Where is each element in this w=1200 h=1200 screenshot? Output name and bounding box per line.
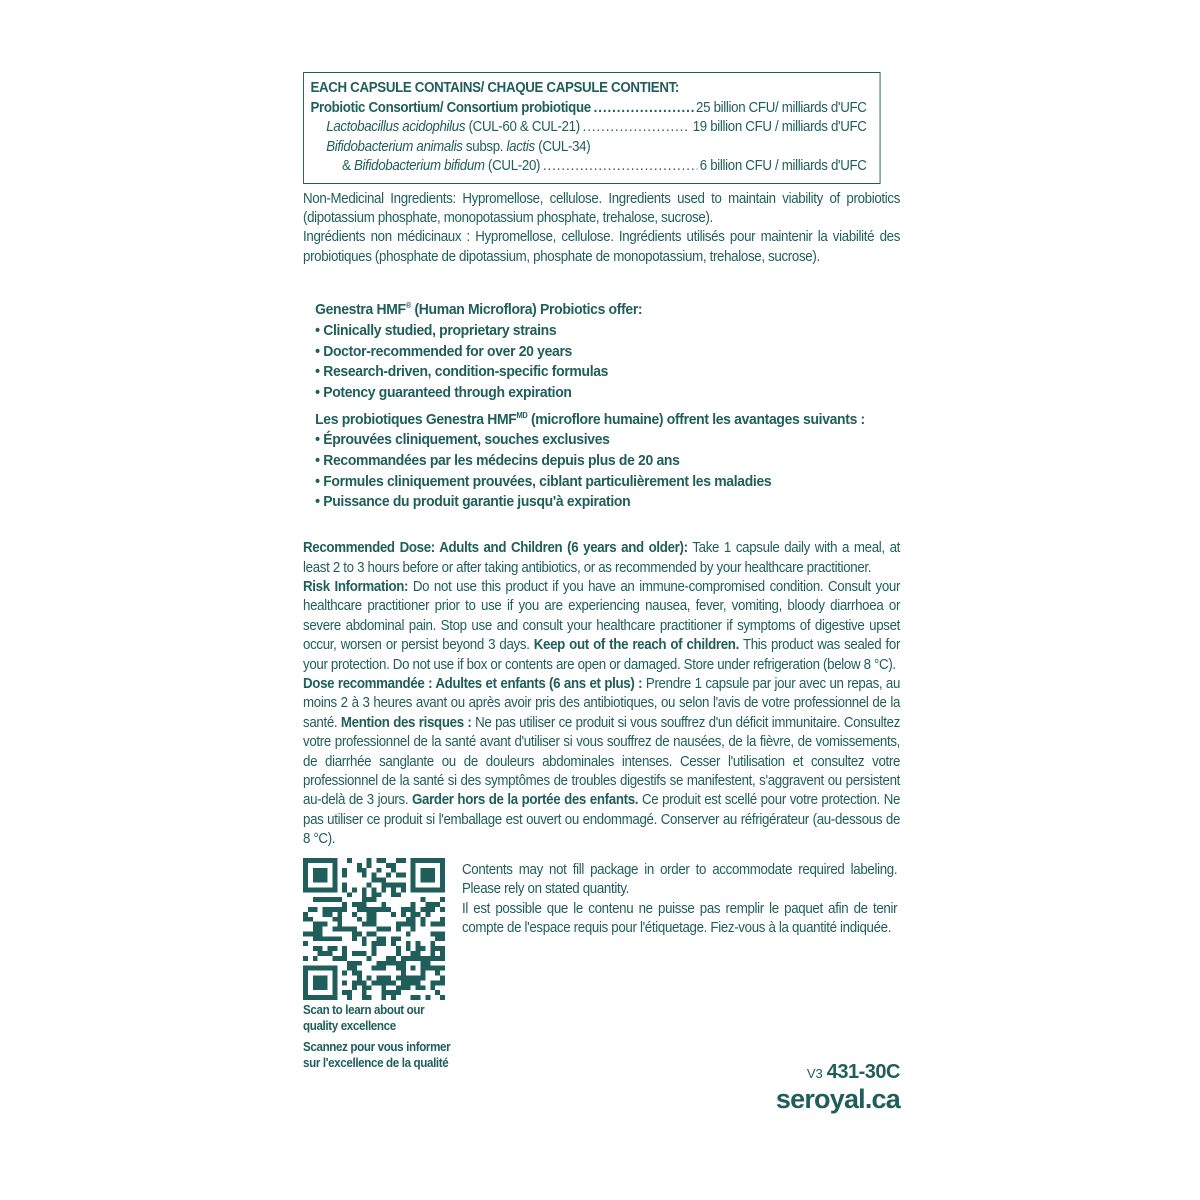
- ingredient-amount: 19 billion CFU / milliards d'UFC: [692, 119, 867, 135]
- ingredient-row: [310, 99, 866, 119]
- risk-en: Risk Information: Do not use this product if you have an immune-compromised condition. Consult your healthcare practitioner prior to use if you are experiencing nausea, fever, vomiting, bloody diarrhoea or severe abdominal pain. Stop use and consult your healthcare practitioner if symptoms of digestive upset occur, worsen or persist beyond 3 days. Keep out of the reach of children. This product was sealed for your protection. Do not use if box or contents are open or damaged. Store under refrigeration (below 8 °C).: [303, 578, 901, 673]
- list-item: • Potency guaranteed through expiration: [315, 383, 900, 404]
- probiotics-offer-section: [303, 300, 900, 513]
- list-item: • Research-driven, condition-specific formulas: [315, 362, 900, 383]
- non-medicinal-ingredients: [303, 190, 900, 268]
- qr-code-icon[interactable]: [303, 858, 445, 1000]
- list-item: • Puissance du produit garantie jusqu'à expiration: [315, 492, 900, 513]
- offer-title-fr: Les probiotiques Genestra $HMF^{MD}$ (microflore humaine) offrent les avantages suivants :: [315, 410, 865, 428]
- product-label: [303, 72, 900, 850]
- dose-en: Recommended Dose: Adults and Children (6 years and older): Take 1 capsule daily with a meal, at least 2 to 3 hours before or after taking antibiotics, or as recommended by your healthcare practitioner.: [303, 540, 901, 576]
- scan-en: Scan to learn about our quality excellence: [303, 1003, 425, 1033]
- ingredient-row: [310, 157, 866, 177]
- scan-fr: Scannez pour vous informer sur l'excellence de la qualité: [303, 1040, 451, 1070]
- ingredient-amount: 6 billion CFU / milliards d'UFC: [699, 158, 867, 174]
- contents-fr: Il est possible que le contenu ne puisse pas remplir le paquet afin de tenir compte de l'espace requis pour l'étiquetage. Fiez-vous à la quantité indiquée.: [462, 900, 898, 937]
- ingredients-fr: Ingrédients non médicinaux : Hypromellose, cellulose. Ingrédients utilisés pour maintenir la viabilité des probiotiques (phosphate de dipotassium, phosphate de monopotassium, trehalose, sucrose).: [303, 229, 901, 265]
- product-code: [807, 1061, 900, 1084]
- website-link[interactable]: seroyal.ca: [775, 1084, 900, 1114]
- dose-fr: Dose recommandée : Adultes et enfants (6 ans et plus) : Prendre 1 capsule par jour avec un repas, au moins 2 à 3 heures avant ou après avoir pris des antibiotiques, ou selon l'avis de votre professionnel de la santé. Mention des risques : Ne pas utiliser ce produit si vous souffrez d'un déficit immunitaire. Consultez votre professionnel de la santé avant d'utiliser si vous souffrez de nausées, de la fièvre, de vomissements, de diarrhée sanglante ou de douleurs abdominales intenses. Cesser l'utilisation et consultez votre professionnel de la santé si des symptômes de troubles digestifs se manifestent, s'aggravent ou persistent au-delà de 3 jours. Garder hors de la portée des enfants. Ce produit est scellé pour votre protection. Ne pas utiliser ce produit si l'emballage est ouvert ou endommagé. Conserver au réfrigérateur (au-dessous de 8 °C).: [303, 676, 901, 848]
- contents-note: [462, 861, 897, 939]
- ingredient-row: [310, 118, 866, 138]
- capsule-contents-box: [303, 72, 881, 184]
- contents-en: Contents may not fill package in order to accommodate required labeling. Please rely on stated quantity.: [462, 862, 898, 898]
- ingredient-name: Lactobacillus acidophilus (CUL-60 & CUL-21): [326, 119, 580, 135]
- ingredient-row: Bifidobacterium animalis subsp. lactis (CUL-34): [326, 138, 591, 155]
- code-number: 431-30C: [826, 1061, 900, 1083]
- list-item: • Formules cliniquement prouvées, ciblant particulièrement les maladies: [315, 472, 900, 493]
- dot-leader: [594, 99, 694, 119]
- list-item: • Éprouvées cliniquement, souches exclusives: [315, 430, 900, 451]
- capsule-header: EACH CAPSULE CONTAINS/ CHAQUE CAPSULE CONTIENT:: [310, 80, 680, 96]
- list-item: • Clinically studied, proprietary strains: [315, 321, 900, 342]
- ingredient-name: Probiotic Consortium/ Consortium probiotique: [310, 99, 591, 116]
- list-item: • Recommandées par les médecins depuis plus de 20 ans: [315, 451, 900, 472]
- dot-leader: [583, 118, 690, 138]
- ingredient-amount: 25 billion CFU/ milliards d'UFC: [696, 99, 867, 116]
- version-label: V3: [806, 1066, 823, 1081]
- ingredient-name: & Bifidobacterium bifidum (CUL-20): [342, 158, 541, 174]
- ingredients-en: Non-Medicinal Ingredients: Hypromellose, cellulose. Ingredients used to maintain viability of probiotics (dipotassium phosphate, monopotassium phosphate, trehalose, sucrose).: [303, 190, 901, 226]
- dose-and-risk-section: [303, 539, 900, 850]
- dot-leader: [543, 157, 697, 177]
- list-item: • Doctor-recommended for over 20 years: [315, 342, 900, 363]
- offer-title-en: Genestra HMF® (Human Microflora) Probiotics offer:: [315, 301, 643, 319]
- qr-caption: [303, 1003, 452, 1077]
